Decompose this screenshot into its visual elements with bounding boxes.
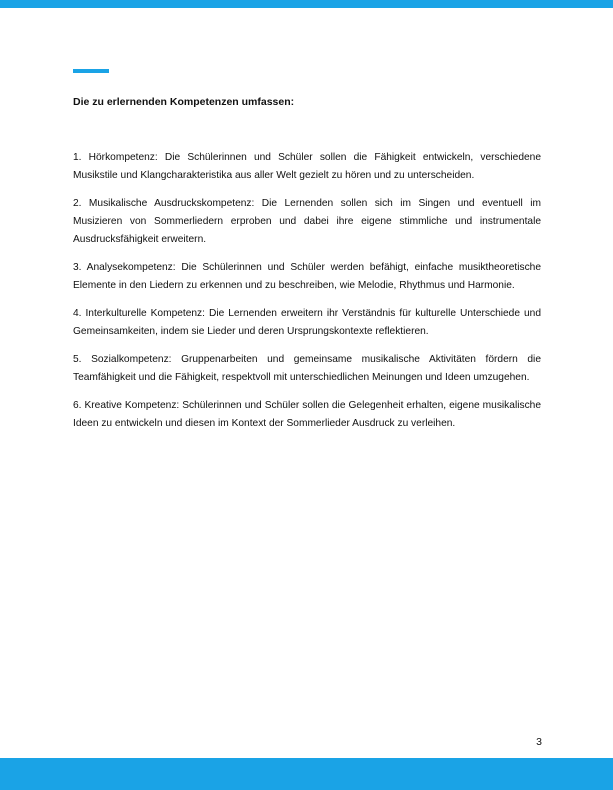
page-number: 3 [536, 736, 542, 748]
section-heading: Die zu erlernenden Kompetenzen umfassen: [73, 96, 295, 108]
competency-item-5: 5. Sozialkompetenz: Gruppenarbeiten und gemeinsame musikalische Aktivitäten fördern die Teamfähigkeit und die Fähigkeit, respektvoll mit unterschiedlichen Meinungen und Ideen umzugehen. [73, 354, 541, 383]
top-accent-bar [0, 0, 613, 8]
competency-item-3: 3. Analysekompetenz: Die Schülerinnen und Schüler werden befähigt, einfache musiktheoretische Elemente in den Liedern zu erkennen und zu beschreiben, wie Melodie, Rhythmus und Harmonie. [73, 262, 541, 291]
competency-item-4: 4. Interkulturelle Kompetenz: Die Lernenden erweitern ihr Verständnis für kulturelle Unterschiede und Gemeinsamkeiten, indem sie Lieder und deren Ursprungskontexte reflektieren. [73, 308, 541, 337]
competency-item-6: 6. Kreative Kompetenz: Schülerinnen und Schüler sollen die Gelegenheit erhalten, eigene musikalische Ideen zu entwickeln und diesen im Kontext der Sommerlieder Ausdruck zu verleihen. [73, 400, 541, 429]
bottom-accent-bar [0, 758, 613, 790]
competency-item-2: 2. Musikalische Ausdruckskompetenz: Die Lernenden sollen sich im Singen und eventuell im Musizieren von Sommerliedern erproben und dabei ihre eigene stimmliche und instrumentale Ausdrucksfähigkeit erweitern. [73, 198, 541, 245]
heading-accent-line [73, 69, 109, 73]
competency-item-1: 1. Hörkompetenz: Die Schülerinnen und Schüler sollen die Fähigkeit entwickeln, verschiedene Musikstile und Klangcharakteristika aus aller Welt gezielt zu hören und zu unterscheiden. [73, 152, 541, 181]
competency-list [73, 149, 541, 443]
